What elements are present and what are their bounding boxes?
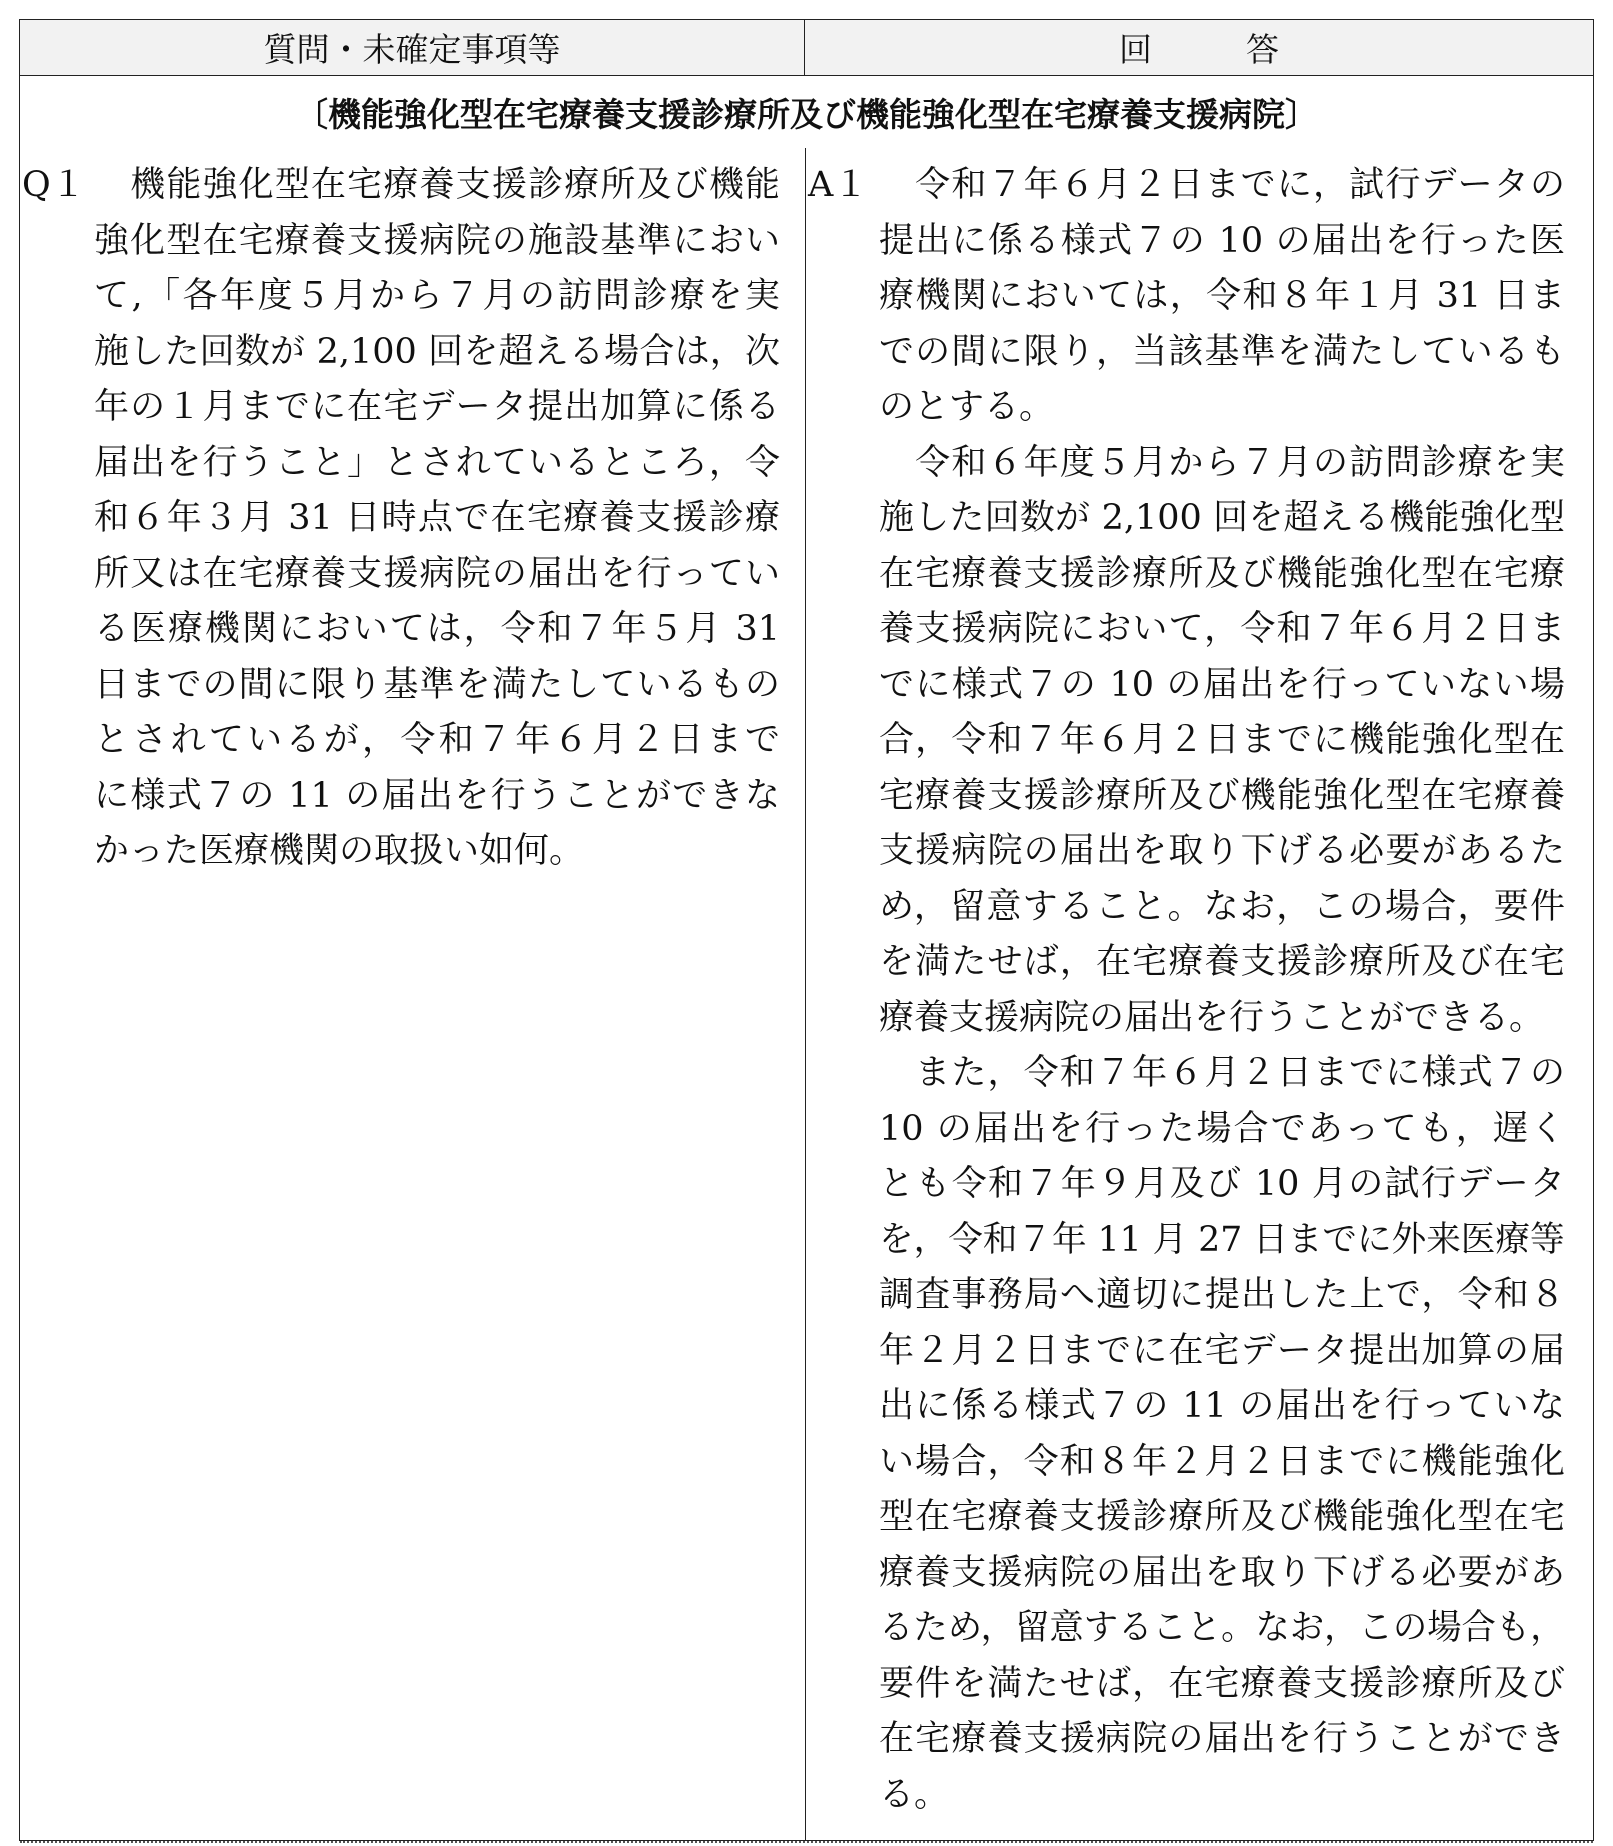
answer-text-line: 施した回数が 2,100 回を超える機能強化型 bbox=[879, 498, 1565, 538]
question-text-line: 年の１月までに在宅データ提出加算に係る bbox=[94, 387, 780, 427]
answer-text-line: 型在宅療養支援診療所及び機能強化型在宅 bbox=[879, 1497, 1565, 1537]
answer-text-line: め，留意すること。なお，この場合，要件 bbox=[879, 886, 1565, 927]
answer-text-line: 調査事務局へ適切に提出した上で，令和８ bbox=[879, 1275, 1565, 1315]
answer-text-line: 10 の届出を行った場合であっても，遅く bbox=[879, 1108, 1565, 1149]
answer-text bbox=[879, 158, 1565, 1823]
question-text-line: 日までの間に限り基準を満たしているもの bbox=[94, 664, 780, 705]
question-text-line: 届出を行うこと」とされているところ，令 bbox=[94, 442, 780, 483]
answer-text-line: 療養支援病院の届出を行うことができる。 bbox=[879, 997, 1545, 1038]
answer-label: A１ bbox=[808, 165, 869, 205]
question-text-line: 和６年３月 31 日時点で在宅療養支援診療 bbox=[94, 498, 780, 538]
question-text-line: 機能強化型在宅療養支援診療所及び機能 bbox=[94, 165, 780, 205]
answer-text-line: 合，令和７年６月２日までに機能強化型在 bbox=[879, 720, 1565, 760]
answer-text-line: を，令和７年 11 月 27 日までに外来医療等 bbox=[879, 1219, 1565, 1260]
answer-text-line: 療養支援病院の届出を取り下げる必要があ bbox=[879, 1552, 1565, 1593]
answer-text-line: 要件を満たせば，在宅療養支援診療所及び bbox=[879, 1663, 1565, 1704]
question-text-line: る医療機関においては，令和７年５月 31 bbox=[94, 609, 780, 649]
answer-text-line: とも令和７年９月及び 10 月の試行データ bbox=[879, 1164, 1565, 1204]
answer-text-line: また，令和７年６月２日までに様式７の bbox=[879, 1053, 1565, 1093]
answer-text-line: 支援病院の届出を取り下げる必要があるた bbox=[879, 831, 1565, 871]
answer-text-line: のとする。 bbox=[879, 387, 1055, 427]
answer-text-line: 在宅療養支援診療所及び機能強化型在宅療 bbox=[879, 553, 1565, 594]
answer-column-header: 回答 bbox=[1119, 30, 1373, 69]
answer-text-line: 養支援病院において，令和７年６月２日ま bbox=[879, 609, 1565, 649]
answer-text-line: 令和６年度５月から７月の訪問診療を実 bbox=[879, 442, 1565, 483]
question-text-line: て,「各年度５月から７月の訪問診療を実 bbox=[94, 276, 780, 316]
answer-text-line: 提出に係る様式７の 10 の届出を行った医 bbox=[879, 220, 1565, 261]
question-column-header: 質問・未確定事項等 bbox=[20, 20, 805, 75]
answer-text-line: 出に係る様式７の 11 の届出を行っていな bbox=[879, 1386, 1565, 1426]
answer-text-line: 療機関においては，令和８年１月 31 日ま bbox=[879, 276, 1565, 316]
answer-text-line: るため，留意すること。なお，この場合も， bbox=[879, 1608, 1565, 1648]
question-text-line: とされているが，令和７年６月２日まで bbox=[94, 720, 780, 760]
question-text-line: に様式７の 11 の届出を行うことができな bbox=[94, 775, 780, 816]
question-text-line: 強化型在宅療養支援病院の施設基準におい bbox=[94, 220, 780, 261]
answer-text-line: 令和７年６月２日までに，試行データの bbox=[879, 165, 1565, 205]
answer-text-line: でに様式７の 10 の届出を行っていない場 bbox=[879, 664, 1565, 705]
table-header-row bbox=[20, 20, 1593, 76]
question-text-line: かった医療機関の取扱い如何。 bbox=[94, 831, 585, 871]
question-text-line: 施した回数が 2,100 回を超える場合は，次 bbox=[94, 331, 780, 372]
answer-text-line: る。 bbox=[879, 1774, 950, 1815]
section-title: 〔機能強化型在宅療養支援診療所及び機能強化型在宅療養支援病院〕 bbox=[295, 94, 1318, 134]
answer-text-line: での間に限り，当該基準を満たしているも bbox=[879, 331, 1565, 372]
column-divider bbox=[805, 148, 806, 1840]
answer-text-line: 宅療養支援診療所及び機能強化型在宅療養 bbox=[879, 775, 1565, 816]
question-text bbox=[94, 158, 780, 880]
continuation-dotted-line bbox=[20, 1841, 1593, 1843]
answer-text-line: い場合，令和８年２月２日までに機能強化 bbox=[879, 1441, 1565, 1482]
question-label: Q１ bbox=[22, 165, 86, 205]
answer-text-line: 在宅療養支援病院の届出を行うことができ bbox=[879, 1719, 1565, 1759]
answer-text-line: を満たせば，在宅療養支援診療所及び在宅 bbox=[879, 942, 1565, 982]
question-text-line: 所又は在宅療養支援病院の届出を行ってい bbox=[94, 553, 780, 594]
answer-text-line: 年２月２日までに在宅データ提出加算の届 bbox=[879, 1330, 1565, 1371]
